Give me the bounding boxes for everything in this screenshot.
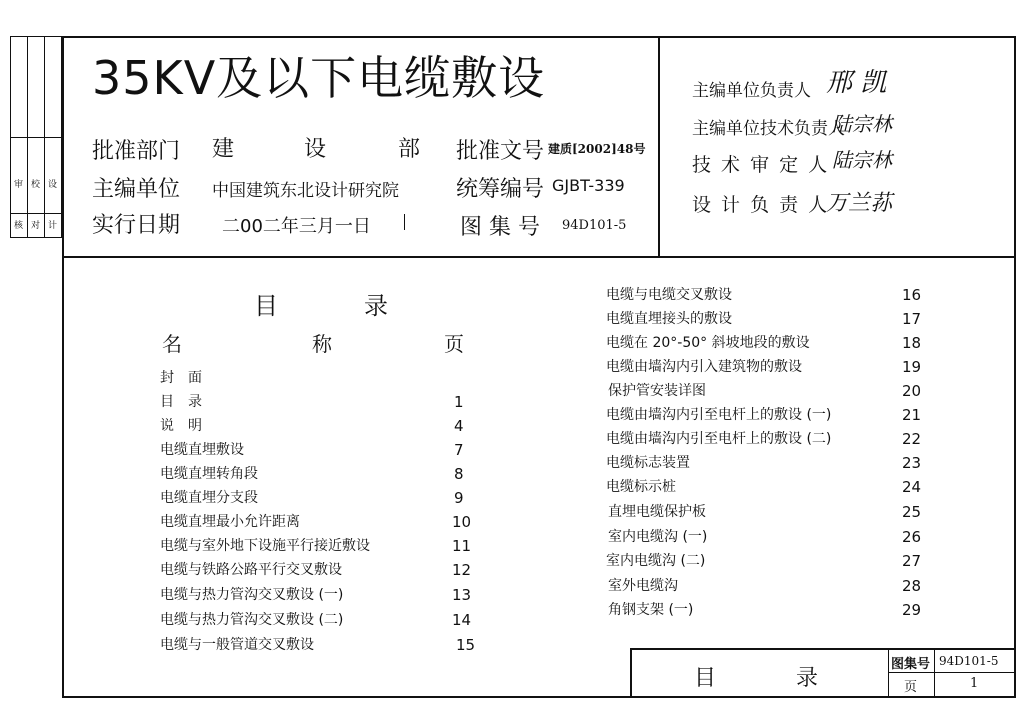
dept-label: 批准部门 — [92, 139, 181, 164]
responsible-signature: 邢 凯 — [826, 68, 887, 98]
title-block-atlas-value: 94D101-5 — [939, 654, 999, 668]
toc-entry: 电缆由墙沟内引入建筑物的敷设 — [606, 359, 802, 375]
toc-title-char: 目 — [254, 292, 278, 320]
toc-entry: 直埋电缆保护板 — [608, 504, 706, 520]
toc-entry: 电缆标示桩 — [606, 479, 676, 495]
toc-entry-page: 16 — [902, 286, 922, 304]
toc-entry: 室内电缆沟 (一) — [608, 529, 708, 545]
page-title: 35KV及以下电缆敷设 — [92, 51, 546, 105]
stamp-char: 对 — [31, 221, 41, 231]
date-label: 实行日期 — [92, 213, 181, 238]
toc-entry: 电缆与室外地下设施平行接近敷设 — [160, 538, 370, 554]
toc-entry-page: 7 — [454, 441, 464, 459]
dept-value-char: 部 — [398, 137, 421, 162]
toc-entry: 电缆由墙沟内引至电杆上的敷设 (二) — [606, 431, 832, 447]
toc-entry-page: 25 — [902, 503, 922, 521]
responsible-label: 主编单位技术负责人 — [692, 119, 845, 139]
doc-no-value: 建质[2002]48号 — [548, 142, 646, 156]
toc-entry-page: 15 — [456, 636, 476, 654]
toc-entry: 保护管安装详图 — [608, 383, 706, 399]
header-divider — [64, 256, 1014, 258]
toc-entry-page: 22 — [902, 430, 922, 448]
toc-title-char: 录 — [364, 292, 388, 320]
toc-entry: 目 录 — [160, 394, 202, 410]
side-stamp — [10, 36, 62, 238]
toc-entry-page: 19 — [902, 358, 922, 376]
toc-entry: 电缆直埋敷设 — [160, 442, 244, 458]
toc-header-name-char: 名 — [162, 332, 182, 356]
toc-entry: 电缆与热力管沟交叉敷设 (二) — [160, 612, 344, 628]
drawing-frame — [62, 36, 1016, 698]
title-block-name-char: 目 — [694, 666, 717, 691]
toc-entry: 电缆与一般管道交叉敷设 — [160, 637, 314, 653]
toc-entry-page: 26 — [902, 528, 922, 546]
responsible-label: 设 计 负 责 人 — [692, 194, 830, 216]
toc-entry-page: 20 — [902, 382, 922, 400]
toc-header-name-char: 称 — [312, 332, 332, 356]
toc-entry: 电缆与铁路公路平行交叉敷设 — [160, 562, 342, 578]
toc-entry-page: 21 — [902, 406, 922, 424]
stamp-char: 设 — [48, 180, 58, 190]
title-block-page-label: 页 — [904, 680, 918, 695]
toc-entry: 电缆在 20°-50° 斜坡地段的敷设 — [606, 335, 810, 351]
toc-entry: 电缆直埋分支段 — [160, 490, 258, 506]
toc-entry-page: 13 — [452, 586, 472, 604]
stamp-char: 校 — [31, 180, 41, 190]
serial-value: GJBT-339 — [552, 176, 625, 195]
toc-entry-page: 12 — [452, 561, 472, 579]
dept-value-char: 建 — [212, 137, 235, 162]
title-block-name-char: 录 — [796, 666, 819, 691]
toc-entry-page: 9 — [454, 489, 464, 507]
stamp-char: 计 — [48, 221, 58, 231]
date-mark — [404, 214, 405, 230]
toc-entry-page: 4 — [454, 417, 464, 435]
toc-entry-page: 1 — [454, 393, 464, 411]
toc-entry-page: 28 — [902, 577, 922, 595]
title-block-page-value: 1 — [970, 676, 979, 691]
responsible-signature: 陆宗林 — [832, 112, 892, 136]
responsible-label: 主编单位负责人 — [692, 81, 811, 101]
toc-entry-page: 27 — [902, 552, 922, 570]
responsible-signature: 万兰荪 — [826, 191, 893, 216]
serial-label: 统筹编号 — [456, 177, 545, 202]
toc-entry: 室外电缆沟 — [608, 578, 678, 594]
toc-entry: 说 明 — [160, 418, 202, 434]
editor-value: 中国建筑东北设计研究院 — [212, 181, 399, 201]
responsible-signature: 陆宗林 — [832, 148, 892, 172]
toc-entry-page: 29 — [902, 601, 922, 619]
toc-entry: 电缆直埋接头的敷设 — [606, 311, 732, 327]
toc-entry: 电缆直埋转角段 — [160, 466, 258, 482]
atlas-value: 94D101-5 — [562, 218, 627, 233]
dept-value-char: 设 — [304, 137, 327, 162]
toc-entry: 电缆标志装置 — [606, 455, 690, 471]
toc-entry: 封 面 — [160, 370, 202, 386]
toc-entry: 电缆直埋最小允许距离 — [160, 514, 300, 530]
date-value: 二00二年三月一日 — [222, 216, 371, 237]
toc-entry: 电缆与电缆交叉敷设 — [606, 287, 732, 303]
toc-entry: 电缆与热力管沟交叉敷设 (一) — [160, 587, 344, 603]
toc-entry-page: 17 — [902, 310, 922, 328]
responsible-label: 技 术 审 定 人 — [692, 154, 830, 176]
toc-entry-page: 8 — [454, 465, 464, 483]
toc-entry-page: 14 — [452, 611, 472, 629]
editor-label: 主编单位 — [92, 177, 181, 202]
stamp-char: 审 — [14, 180, 24, 190]
toc-entry-page: 10 — [452, 513, 472, 531]
toc-entry-page: 24 — [902, 478, 922, 496]
toc-entry: 室内电缆沟 (二) — [606, 553, 706, 569]
toc-entry-page: 11 — [452, 537, 472, 555]
doc-no-label: 批准文号 — [456, 139, 545, 164]
title-block-atlas-label: 图集号 — [891, 657, 931, 672]
title-block — [630, 648, 1014, 696]
toc-entry: 角钢支架 (一) — [608, 602, 694, 618]
header-vertical-divider — [658, 38, 660, 256]
atlas-label: 图 集 号 — [460, 215, 540, 240]
toc-header-page: 页 — [444, 332, 464, 356]
toc-entry-page: 18 — [902, 334, 922, 352]
toc-entry: 电缆由墙沟内引至电杆上的敷设 (一) — [606, 407, 832, 423]
stamp-char: 核 — [14, 221, 24, 231]
toc-entry-page: 23 — [902, 454, 922, 472]
